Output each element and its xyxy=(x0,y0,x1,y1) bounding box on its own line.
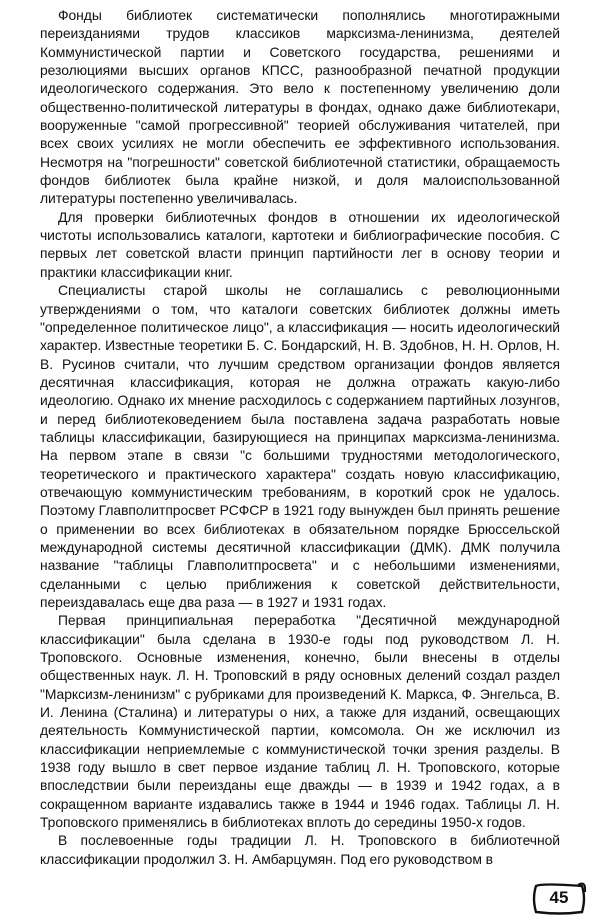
paragraph-4: Первая принципиальная переработка "Десятичной международной классификации" была сделана в 1930-е годы под руководством Л. Н. Троповского. Основные изменения, конечно, были внесены в отделы общественных наук. Л. Н. Троповский в ряду основных делений создал раздел "Марксизм-ленинизм" с рубриками для произведений К. Маркса, Ф. Энгельса, В. И. Ленина (Сталина) и литературы о них, а также для изданий, освещающих деятельность Коммунистической партии, комсомола. Он же исключил из классификации неприемлемые с коммунистической точки зрения разделы. В 1938 году вышло в свет первое издание таблиц Л. Н. Троповского, которые впоследствии были переизданы еще дважды — в 1939 и 1942 годах, а в сокращенном варианте издавались также в 1944 и 1946 годах. Таблицы Л. Н. Троповского применялись в библиотеках вплоть до середины 1950-х годов. xyxy=(40,612,560,831)
paragraph-1: Фонды библиотек систематически пополнялись многотиражными переизданиями трудов классиков марксизма-ленинизма, деятелей Коммунистической партии и Советского государства, решениями и резолюциями высших органов КПСС, разнообразной печатной продукции идеологического содержания. Это вело к постепенному увеличению доли общественно-политической литературы в фондах, однако даже библиотекари, вооруженные "самой прогрессивной" теорией обслуживания читателей, при всех своих усилиях не могли обеспечить ее эффективного использования. Несмотря на "погрешности" советской библиотечной статистики, обращаемость фондов библиотек была крайне низкой, и доля малоиспользованной литературы постепенно увеличивалась. xyxy=(40,7,560,207)
page-number-badge xyxy=(530,882,588,916)
paragraph-5: В послевоенные годы традиции Л. Н. Троповского в библиотечной классификации продолжил З. Н. Амбарцумян. Под его руководством в xyxy=(40,832,560,867)
page-number: 45 xyxy=(549,888,569,907)
paragraph-3: Специалисты старой школы не соглашались с революционными утверждениями о том, что каталоги советских библиотек должны иметь "определенное политическое лицо", а классификация — носить идеологический характер. Известные теоретики Б. С. Бондарский, Н. В. Здобнов, Н. Н. Орлов, Н. В. Русинов считали, что лучшим средством организации фондов является десятичная классификация, которая не должна отражать какую-либо идеологию. Однако их мнение расходилось с содержанием партийных лозунгов, и перед библиотековедением была поставлена задача разработать новые таблицы классификации, базирующиеся на принципах марксизма-ленинизма. На первом этапе в связи "с большими трудностями методологического, теоретического и практического характера" создать новую классификацию, отвечающую коммунистическим требованиям, в короткий срок не удалось. Поэтому Главполитпросвет РСФСР в 1921 году вынужден был принять решение о применении во всех библиотеках в обязательном порядке Брюссельской международной системы десятичной классификации (ДМК). ДМК получила название "таблицы Главполитпросвета" и с небольшими изменениями, сделанными с целью приближения к советской действительности, переиздавалась еще два раза — в 1927 и 1931 годах. xyxy=(40,282,560,610)
paragraph-2: Для проверки библиотечных фондов в отношении их идеологической чистоты использовались каталоги, картотеки и библиографические пособия. С первых лет советской власти принцип партийности лег в основу теории и практики классификации книг. xyxy=(40,208,560,280)
page-text xyxy=(40,6,560,868)
